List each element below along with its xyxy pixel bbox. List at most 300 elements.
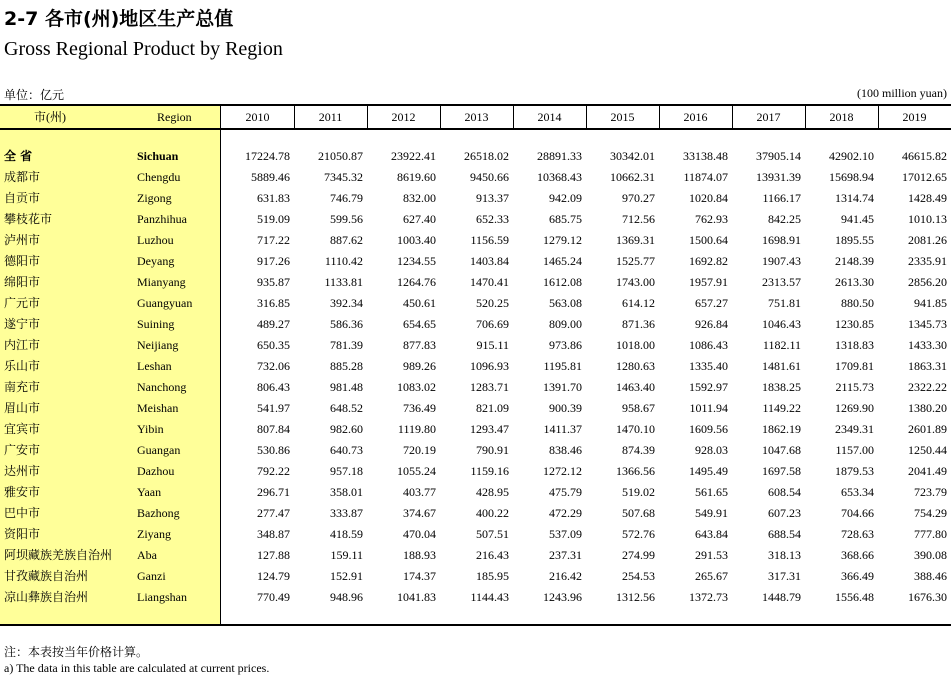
value-cell: 706.69: [476, 317, 509, 331]
region-name-en: Leshan: [137, 359, 172, 373]
value-cell: 159.11: [330, 548, 363, 562]
value-cell: 507.68: [622, 506, 655, 520]
value-cell: 1863.31: [908, 359, 947, 373]
value-cell: 10368.43: [537, 170, 582, 184]
value-cell: 1391.70: [543, 380, 582, 394]
value-cell: 216.43: [476, 548, 509, 562]
value-cell: 9450.66: [470, 170, 509, 184]
value-cell: 1159.16: [470, 464, 509, 478]
value-cell: 1272.12: [543, 464, 582, 478]
region-name-en: Dazhou: [137, 464, 175, 478]
region-name-en: Suining: [137, 317, 175, 331]
table-row: [0, 377, 951, 398]
table-row: [0, 440, 951, 461]
table-row: [0, 419, 951, 440]
region-name-cn: 凉山彝族自治州: [4, 590, 89, 604]
value-cell: 989.26: [403, 359, 436, 373]
value-cell: 751.81: [768, 296, 801, 310]
value-cell: 265.67: [695, 569, 728, 583]
table-row: [0, 587, 951, 608]
table-row: [0, 545, 951, 566]
value-cell: 2081.26: [908, 233, 947, 247]
value-cell: 366.49: [841, 569, 874, 583]
value-cell: 1698.91: [762, 233, 801, 247]
value-cell: 1234.55: [397, 254, 436, 268]
table-row: [0, 272, 951, 293]
value-cell: 807.84: [257, 422, 290, 436]
value-cell: 1011.94: [689, 401, 728, 415]
header-region-en: Region: [157, 110, 192, 124]
region-name-en: Luzhou: [137, 233, 174, 247]
value-cell: 754.29: [914, 506, 947, 520]
value-cell: 152.91: [330, 569, 363, 583]
value-cell: 640.73: [330, 443, 363, 457]
value-cell: 277.47: [257, 506, 290, 520]
value-cell: 572.76: [622, 527, 655, 541]
value-cell: 563.08: [549, 296, 582, 310]
value-cell: 1463.40: [616, 380, 655, 394]
value-cell: 1609.56: [689, 422, 728, 436]
value-cell: 1592.97: [689, 380, 728, 394]
value-cell: 1709.81: [835, 359, 874, 373]
value-cell: 608.54: [768, 485, 801, 499]
value-cell: 599.56: [330, 212, 363, 226]
table-bottom-rule: [0, 624, 951, 626]
region-name-cn: 乐山市: [4, 359, 41, 373]
value-cell: 1156.59: [470, 233, 509, 247]
region-name-cn: 绵阳市: [4, 275, 41, 289]
value-cell: 1010.13: [908, 212, 947, 226]
header-year: 2015: [610, 110, 635, 124]
value-cell: 1380.20: [908, 401, 947, 415]
value-cell: 390.08: [914, 548, 947, 562]
value-cell: 1692.82: [689, 254, 728, 268]
value-cell: 42902.10: [829, 149, 874, 163]
value-cell: 654.65: [403, 317, 436, 331]
value-cell: 627.40: [403, 212, 436, 226]
value-cell: 21050.87: [318, 149, 363, 163]
value-cell: 1556.48: [835, 590, 874, 604]
value-cell: 17224.78: [245, 149, 290, 163]
value-cell: 541.97: [257, 401, 290, 415]
footnote-en: a) The data in this table are calculated at current prices.: [4, 661, 270, 675]
value-cell: 1312.56: [616, 590, 655, 604]
value-cell: 981.48: [330, 380, 363, 394]
table-row: [0, 335, 951, 356]
header-column-separator: [805, 105, 806, 129]
value-cell: 291.53: [695, 548, 728, 562]
table-row: [0, 167, 951, 188]
table-row: [0, 209, 951, 230]
region-name-en: Guangan: [137, 443, 181, 457]
value-cell: 842.25: [768, 212, 801, 226]
value-cell: 1157.00: [835, 443, 874, 457]
value-cell: 935.87: [257, 275, 290, 289]
value-cell: 1366.56: [616, 464, 655, 478]
value-cell: 185.95: [476, 569, 509, 583]
value-cell: 887.62: [330, 233, 363, 247]
value-cell: 1096.93: [470, 359, 509, 373]
value-cell: 732.06: [257, 359, 290, 373]
value-cell: 1283.71: [470, 380, 509, 394]
value-cell: 17012.65: [902, 170, 947, 184]
value-cell: 450.61: [403, 296, 436, 310]
value-cell: 2613.30: [835, 275, 874, 289]
value-cell: 614.12: [622, 296, 655, 310]
value-cell: 2313.57: [762, 275, 801, 289]
table-row: [0, 461, 951, 482]
value-cell: 607.23: [768, 506, 801, 520]
header-year: 2011: [318, 110, 343, 124]
region-name-cn: 资阳市: [4, 527, 41, 541]
value-cell: 657.27: [695, 296, 728, 310]
value-cell: 970.27: [622, 191, 655, 205]
value-cell: 368.66: [841, 548, 874, 562]
value-cell: 1612.08: [543, 275, 582, 289]
value-cell: 5889.46: [251, 170, 290, 184]
value-cell: 1433.30: [908, 338, 947, 352]
table-row: [0, 293, 951, 314]
header-column-separator: [513, 105, 514, 129]
value-cell: 648.52: [330, 401, 363, 415]
value-cell: 1838.25: [762, 380, 801, 394]
value-cell: 926.84: [695, 317, 728, 331]
region-name-en: Liangshan: [137, 590, 187, 604]
value-cell: 188.93: [403, 548, 436, 562]
header-year: 2018: [829, 110, 854, 124]
value-cell: 1465.24: [543, 254, 582, 268]
header-column-separator: [440, 105, 441, 129]
region-name-en: Yibin: [137, 422, 164, 436]
value-cell: 1041.83: [397, 590, 436, 604]
value-cell: 1250.44: [908, 443, 947, 457]
value-cell: 1495.49: [689, 464, 728, 478]
value-cell: 11874.07: [683, 170, 728, 184]
table-row: [0, 314, 951, 335]
table-row: [0, 503, 951, 524]
region-name-cn: 达州市: [4, 464, 41, 478]
value-cell: 1895.55: [835, 233, 874, 247]
page-title-cn: 2-7 各市(州)地区生产总值: [4, 8, 234, 30]
value-cell: 519.09: [257, 212, 290, 226]
value-cell: 917.26: [257, 254, 290, 268]
value-cell: 1280.63: [616, 359, 655, 373]
table-row: [0, 524, 951, 545]
value-cell: 296.71: [257, 485, 290, 499]
value-cell: 821.09: [476, 401, 509, 415]
value-cell: 2349.31: [835, 422, 874, 436]
region-name-en: Ziyang: [137, 527, 171, 541]
table-row: [0, 146, 951, 167]
value-cell: 720.19: [403, 443, 436, 457]
header-region-cn: 市(州): [34, 110, 66, 124]
value-cell: 1133.81: [324, 275, 363, 289]
value-cell: 46615.82: [902, 149, 947, 163]
value-cell: 1046.43: [762, 317, 801, 331]
value-cell: 15698.94: [829, 170, 874, 184]
value-cell: 1083.02: [397, 380, 436, 394]
value-cell: 8619.60: [397, 170, 436, 184]
value-cell: 28891.33: [537, 149, 582, 163]
value-cell: 519.02: [622, 485, 655, 499]
header-year: 2017: [756, 110, 781, 124]
value-cell: 1055.24: [397, 464, 436, 478]
value-cell: 838.46: [549, 443, 582, 457]
value-cell: 1149.22: [762, 401, 801, 415]
value-cell: 472.29: [549, 506, 582, 520]
value-cell: 475.79: [549, 485, 582, 499]
value-cell: 400.22: [476, 506, 509, 520]
value-cell: 1020.84: [689, 191, 728, 205]
value-cell: 643.84: [695, 527, 728, 541]
header-column-separator: [294, 105, 295, 129]
value-cell: 941.45: [841, 212, 874, 226]
value-cell: 2115.73: [835, 380, 874, 394]
value-cell: 254.53: [622, 569, 655, 583]
value-cell: 652.33: [476, 212, 509, 226]
value-cell: 489.27: [257, 317, 290, 331]
table-row: [0, 251, 951, 272]
value-cell: 688.54: [768, 527, 801, 541]
region-name-cn: 甘孜藏族自治州: [4, 569, 89, 583]
value-cell: 973.86: [549, 338, 582, 352]
value-cell: 941.85: [914, 296, 947, 310]
value-cell: 1743.00: [616, 275, 655, 289]
value-cell: 216.42: [549, 569, 582, 583]
value-cell: 653.34: [841, 485, 874, 499]
region-name-cn: 眉山市: [4, 401, 41, 415]
value-cell: 1335.40: [689, 359, 728, 373]
header-column-separator: [586, 105, 587, 129]
value-cell: 1047.68: [762, 443, 801, 457]
value-cell: 1676.30: [908, 590, 947, 604]
value-cell: 37905.14: [756, 149, 801, 163]
value-cell: 1279.12: [543, 233, 582, 247]
value-cell: 549.91: [695, 506, 728, 520]
value-cell: 2601.89: [908, 422, 947, 436]
value-cell: 23922.41: [391, 149, 436, 163]
value-cell: 1345.73: [908, 317, 947, 331]
value-cell: 1500.64: [689, 233, 728, 247]
region-name-en: Bazhong: [137, 506, 180, 520]
region-name-en: Mianyang: [137, 275, 186, 289]
value-cell: 1525.77: [616, 254, 655, 268]
region-name-en: Sichuan: [137, 149, 179, 163]
region-name-cn: 雅安市: [4, 485, 41, 499]
value-cell: 1862.19: [762, 422, 801, 436]
value-cell: 1119.80: [397, 422, 436, 436]
value-cell: 318.13: [768, 548, 801, 562]
value-cell: 418.59: [330, 527, 363, 541]
value-cell: 874.39: [622, 443, 655, 457]
region-name-cn: 泸州市: [4, 233, 41, 247]
value-cell: 392.34: [330, 296, 363, 310]
value-cell: 237.31: [549, 548, 582, 562]
header-year: 2013: [464, 110, 489, 124]
value-cell: 30342.01: [610, 149, 655, 163]
footnote-cn: 注：本表按当年价格计算。: [4, 645, 149, 659]
value-cell: 880.50: [841, 296, 874, 310]
value-cell: 1470.41: [470, 275, 509, 289]
value-cell: 586.36: [330, 317, 363, 331]
value-cell: 1428.49: [908, 191, 947, 205]
region-name-en: Neijiang: [137, 338, 179, 352]
value-cell: 915.11: [476, 338, 509, 352]
header-year: 2012: [391, 110, 416, 124]
value-cell: 913.37: [476, 191, 509, 205]
value-cell: 712.56: [622, 212, 655, 226]
value-cell: 317.31: [768, 569, 801, 583]
header-column-separator: [732, 105, 733, 129]
value-cell: 1195.81: [543, 359, 582, 373]
value-cell: 1264.76: [397, 275, 436, 289]
region-name-cn: 全 省: [4, 149, 33, 163]
value-cell: 1481.61: [762, 359, 801, 373]
header-year: 2014: [537, 110, 562, 124]
value-cell: 650.35: [257, 338, 290, 352]
value-cell: 348.87: [257, 527, 290, 541]
value-cell: 537.09: [549, 527, 582, 541]
value-cell: 403.77: [403, 485, 436, 499]
value-cell: 388.46: [914, 569, 947, 583]
value-cell: 13931.39: [756, 170, 801, 184]
value-cell: 832.00: [403, 191, 436, 205]
header-column-separator: [659, 105, 660, 129]
header-column-separator: [367, 105, 368, 129]
value-cell: 1879.53: [835, 464, 874, 478]
value-cell: 958.67: [622, 401, 655, 415]
region-name-en: Deyang: [137, 254, 175, 268]
value-cell: 26518.02: [464, 149, 509, 163]
value-cell: 1403.84: [470, 254, 509, 268]
header-year: 2019: [902, 110, 927, 124]
region-name-cn: 成都市: [4, 170, 41, 184]
value-cell: 1372.73: [689, 590, 728, 604]
value-cell: 428.95: [476, 485, 509, 499]
value-cell: 781.39: [330, 338, 363, 352]
value-cell: 274.99: [622, 548, 655, 562]
region-name-en: Nanchong: [137, 380, 187, 394]
region-name-en: Aba: [137, 548, 157, 562]
value-cell: 723.79: [914, 485, 947, 499]
region-name-cn: 攀枝花市: [4, 212, 53, 226]
value-cell: 1110.42: [324, 254, 363, 268]
value-cell: 1086.43: [689, 338, 728, 352]
region-name-en: Ganzi: [137, 569, 166, 583]
header-year: 2010: [245, 110, 270, 124]
value-cell: 736.49: [403, 401, 436, 415]
value-cell: 1369.31: [616, 233, 655, 247]
region-name-cn: 广元市: [4, 296, 41, 310]
value-cell: 1243.96: [543, 590, 582, 604]
region-name-en: Chengdu: [137, 170, 181, 184]
value-cell: 685.75: [549, 212, 582, 226]
header-year: 2016: [683, 110, 708, 124]
table-row: [0, 566, 951, 587]
value-cell: 1293.47: [470, 422, 509, 436]
region-name-en: Zigong: [137, 191, 172, 205]
table-row: [0, 398, 951, 419]
value-cell: 770.49: [257, 590, 290, 604]
value-cell: 1230.85: [835, 317, 874, 331]
value-cell: 928.03: [695, 443, 728, 457]
value-cell: 520.25: [476, 296, 509, 310]
value-cell: 885.28: [330, 359, 363, 373]
value-cell: 777.80: [914, 527, 947, 541]
value-cell: 2148.39: [835, 254, 874, 268]
value-cell: 358.01: [330, 485, 363, 499]
value-cell: 374.67: [403, 506, 436, 520]
unit-label-en: (100 million yuan): [857, 86, 947, 100]
value-cell: 942.09: [549, 191, 582, 205]
value-cell: 792.22: [257, 464, 290, 478]
value-cell: 1166.17: [762, 191, 801, 205]
value-cell: 333.87: [330, 506, 363, 520]
value-cell: 530.86: [257, 443, 290, 457]
unit-label-cn: 单位：亿元: [4, 88, 65, 102]
value-cell: 1697.58: [762, 464, 801, 478]
header-bottom-rule: [0, 128, 951, 130]
page-title-en: Gross Regional Product by Region: [4, 38, 283, 60]
value-cell: 806.43: [257, 380, 290, 394]
table-body: [0, 146, 951, 608]
value-cell: 948.96: [330, 590, 363, 604]
value-cell: 1957.91: [689, 275, 728, 289]
table-row: [0, 188, 951, 209]
value-cell: 1144.43: [470, 590, 509, 604]
table-row: [0, 482, 951, 503]
value-cell: 2335.91: [908, 254, 947, 268]
value-cell: 1411.37: [543, 422, 582, 436]
value-cell: 809.00: [549, 317, 582, 331]
value-cell: 174.37: [403, 569, 436, 583]
region-name-cn: 遂宁市: [4, 317, 41, 331]
value-cell: 762.93: [695, 212, 728, 226]
region-name-en: Meishan: [137, 401, 179, 415]
value-cell: 10662.31: [610, 170, 655, 184]
value-cell: 877.83: [403, 338, 436, 352]
value-cell: 728.63: [841, 527, 874, 541]
value-cell: 2856.20: [908, 275, 947, 289]
value-cell: 871.36: [622, 317, 655, 331]
value-cell: 957.18: [330, 464, 363, 478]
value-cell: 790.91: [476, 443, 509, 457]
value-cell: 717.22: [257, 233, 290, 247]
value-cell: 470.04: [403, 527, 436, 541]
value-cell: 127.88: [257, 548, 290, 562]
value-cell: 1003.40: [397, 233, 436, 247]
region-name-cn: 自贡市: [4, 191, 41, 205]
region-name-cn: 内江市: [4, 338, 41, 352]
region-name-cn: 宜宾市: [4, 422, 41, 436]
value-cell: 1269.90: [835, 401, 874, 415]
value-cell: 900.39: [549, 401, 582, 415]
value-cell: 7345.32: [324, 170, 363, 184]
region-name-en: Guangyuan: [137, 296, 193, 310]
value-cell: 124.79: [257, 569, 290, 583]
region-name-cn: 南充市: [4, 380, 41, 394]
table-row: [0, 230, 951, 251]
value-cell: 704.66: [841, 506, 874, 520]
value-cell: 1018.00: [616, 338, 655, 352]
value-cell: 316.85: [257, 296, 290, 310]
value-cell: 631.83: [257, 191, 290, 205]
value-cell: 746.79: [330, 191, 363, 205]
region-name-en: Panzhihua: [137, 212, 187, 226]
region-name-cn: 德阳市: [4, 254, 41, 268]
region-name-cn: 巴中市: [4, 506, 41, 520]
header-column-separator: [878, 105, 879, 129]
